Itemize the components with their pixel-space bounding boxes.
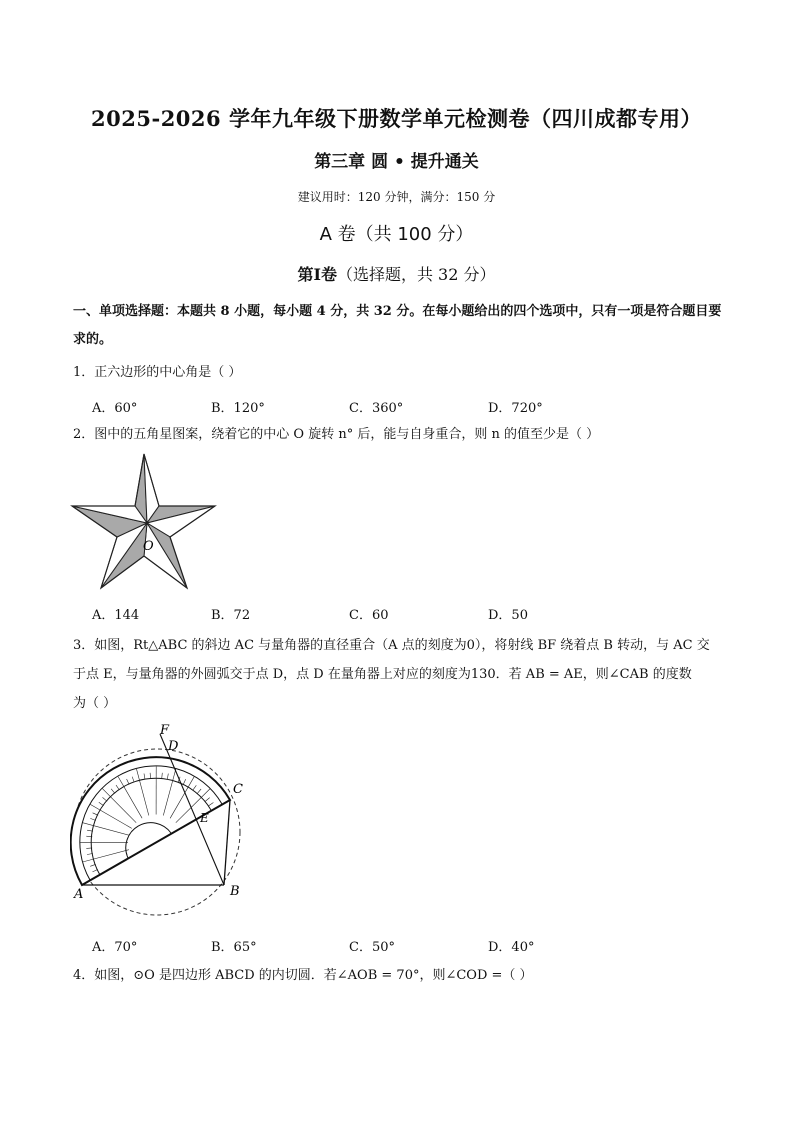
question-3-stem-line-2: 于点 E，与量角器的外圆弧交于点 D，点 D 在量角器上对应的刻度为130．若 AB = AE，则∠CAB 的度数 — [73, 667, 692, 682]
question-3-option-a: A．70° — [92, 940, 138, 955]
question-1-option-a: A．60° — [92, 401, 138, 416]
question-2-option-d: D．50 — [488, 608, 528, 623]
page-title: 2025-2026 学年九年级下册数学单元检测卷（四川成都专用） — [91, 106, 702, 131]
part-label: 第Ⅰ卷 — [297, 265, 337, 284]
question-1-option-c: C．360° — [349, 401, 404, 416]
question-1-stem: 1．正六边形的中心角是（ ） — [73, 365, 242, 380]
question-3-option-d: D．40° — [488, 940, 535, 955]
question-1-option-b: B．120° — [211, 401, 265, 416]
label-f: F — [160, 723, 170, 738]
question-1-option-d: D．720° — [488, 401, 543, 416]
label-b: B — [230, 884, 240, 899]
time-info: 建议用时：120 分钟，满分：150 分 — [297, 190, 496, 204]
star-figure — [70, 452, 218, 594]
question-3-option-b: B．65° — [211, 940, 257, 955]
part-heading — [0, 262, 793, 285]
chapter-subtitle: 第三章 圆 • 提升通关 — [314, 152, 479, 172]
question-3-option-c: C．50° — [349, 940, 395, 955]
label-c: C — [233, 782, 243, 797]
label-a: A — [74, 887, 84, 902]
question-3-stem-line-1: 3．如图，Rt△ABC 的斜边 AC 与量角器的直径重合（A 点的刻度为0），将射线 BF 绕着点 B 转动，与 AC 交 — [73, 638, 710, 653]
question-2-stem: 2．图中的五角星图案，绕着它的中心 O 旋转 n° 后，能与自身重合，则 n 的值至少是（ ） — [73, 427, 600, 442]
part-note: （选择题，共 32 分） — [336, 265, 496, 284]
volume-heading: A 卷（共 100 分） — [319, 224, 474, 245]
star-center-label: O — [143, 539, 154, 554]
protractor-figure — [70, 720, 250, 925]
question-3-stem-line-3: 为（ ） — [73, 696, 117, 711]
label-e: E — [200, 811, 209, 825]
question-2-option-c: C．60 — [349, 608, 389, 623]
question-2-option-a: A．144 — [92, 608, 140, 623]
question-2-option-b: B．72 — [211, 608, 251, 623]
label-d: D — [168, 739, 179, 754]
section-instructions: 一、单项选择题：本题共 8 小题，每小题 4 分，共 32 分。在每小题给出的四个选项中，只有一项是符合题目要求的。 — [73, 304, 722, 347]
question-4-stem: 4．如图，⊙O 是四边形 ABCD 的内切圆．若∠AOB = 70°，则∠COD =（ ） — [73, 968, 533, 983]
